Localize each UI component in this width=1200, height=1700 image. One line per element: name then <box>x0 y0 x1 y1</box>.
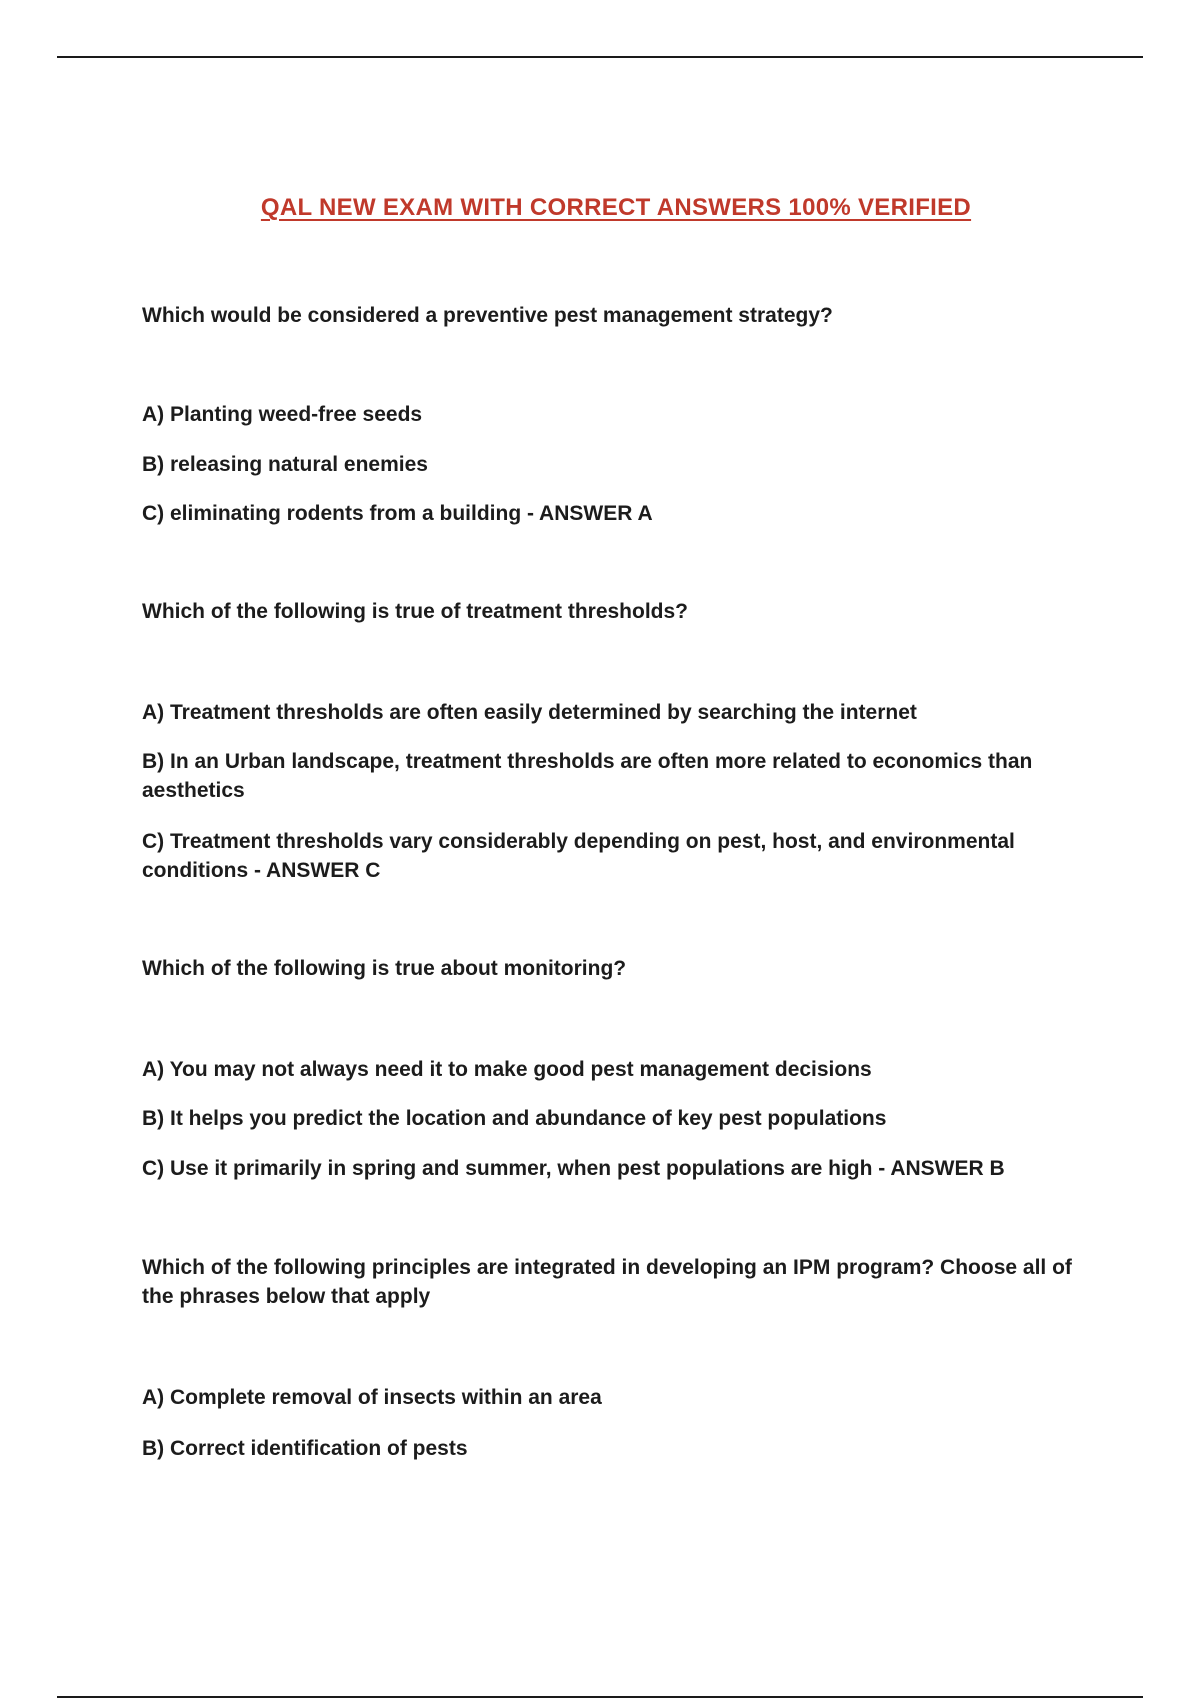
question-2-option-c: C) Treatment thresholds vary considerably depending on pest, host, and environmental conditions - ANSWER C <box>142 830 1015 882</box>
question-4-option-b: B) Correct identification of pests <box>142 1437 468 1460</box>
question-3-option-c: C) Use it primarily in spring and summer, when pest populations are high - ANSWER B <box>142 1157 1005 1180</box>
question-2-option-b: B) In an Urban landscape, treatment thresholds are often more related to economics than aesthetics <box>142 750 1033 802</box>
question-2-prompt: Which of the following is true of treatment thresholds? <box>142 600 688 623</box>
question-2-option-a: A) Treatment thresholds are often easily determined by searching the internet <box>142 701 917 724</box>
document-title: QAL NEW EXAM WITH CORRECT ANSWERS 100% VERIFIED <box>260 194 972 221</box>
question-3-option-a: A) You may not always need it to make good pest management decisions <box>142 1058 872 1081</box>
question-1-prompt: Which would be considered a preventive pest management strategy? <box>142 304 833 327</box>
question-3-option-b: B) It helps you predict the location and abundance of key pest populations <box>142 1107 887 1130</box>
question-3-prompt: Which of the following is true about monitoring? <box>142 957 627 980</box>
question-4-prompt: Which of the following principles are integrated in developing an IPM program? Choose all of the phrases below that apply <box>142 1256 1072 1308</box>
question-1-option-c: C) eliminating rodents from a building - ANSWER A <box>142 502 653 525</box>
question-1-option-b: B) releasing natural enemies <box>142 453 428 476</box>
header-rule <box>57 56 1143 58</box>
footer-rule <box>57 1696 1143 1698</box>
question-4-option-a: A) Complete removal of insects within an area <box>142 1386 602 1409</box>
question-1-option-a: A) Planting weed-free seeds <box>142 403 423 426</box>
